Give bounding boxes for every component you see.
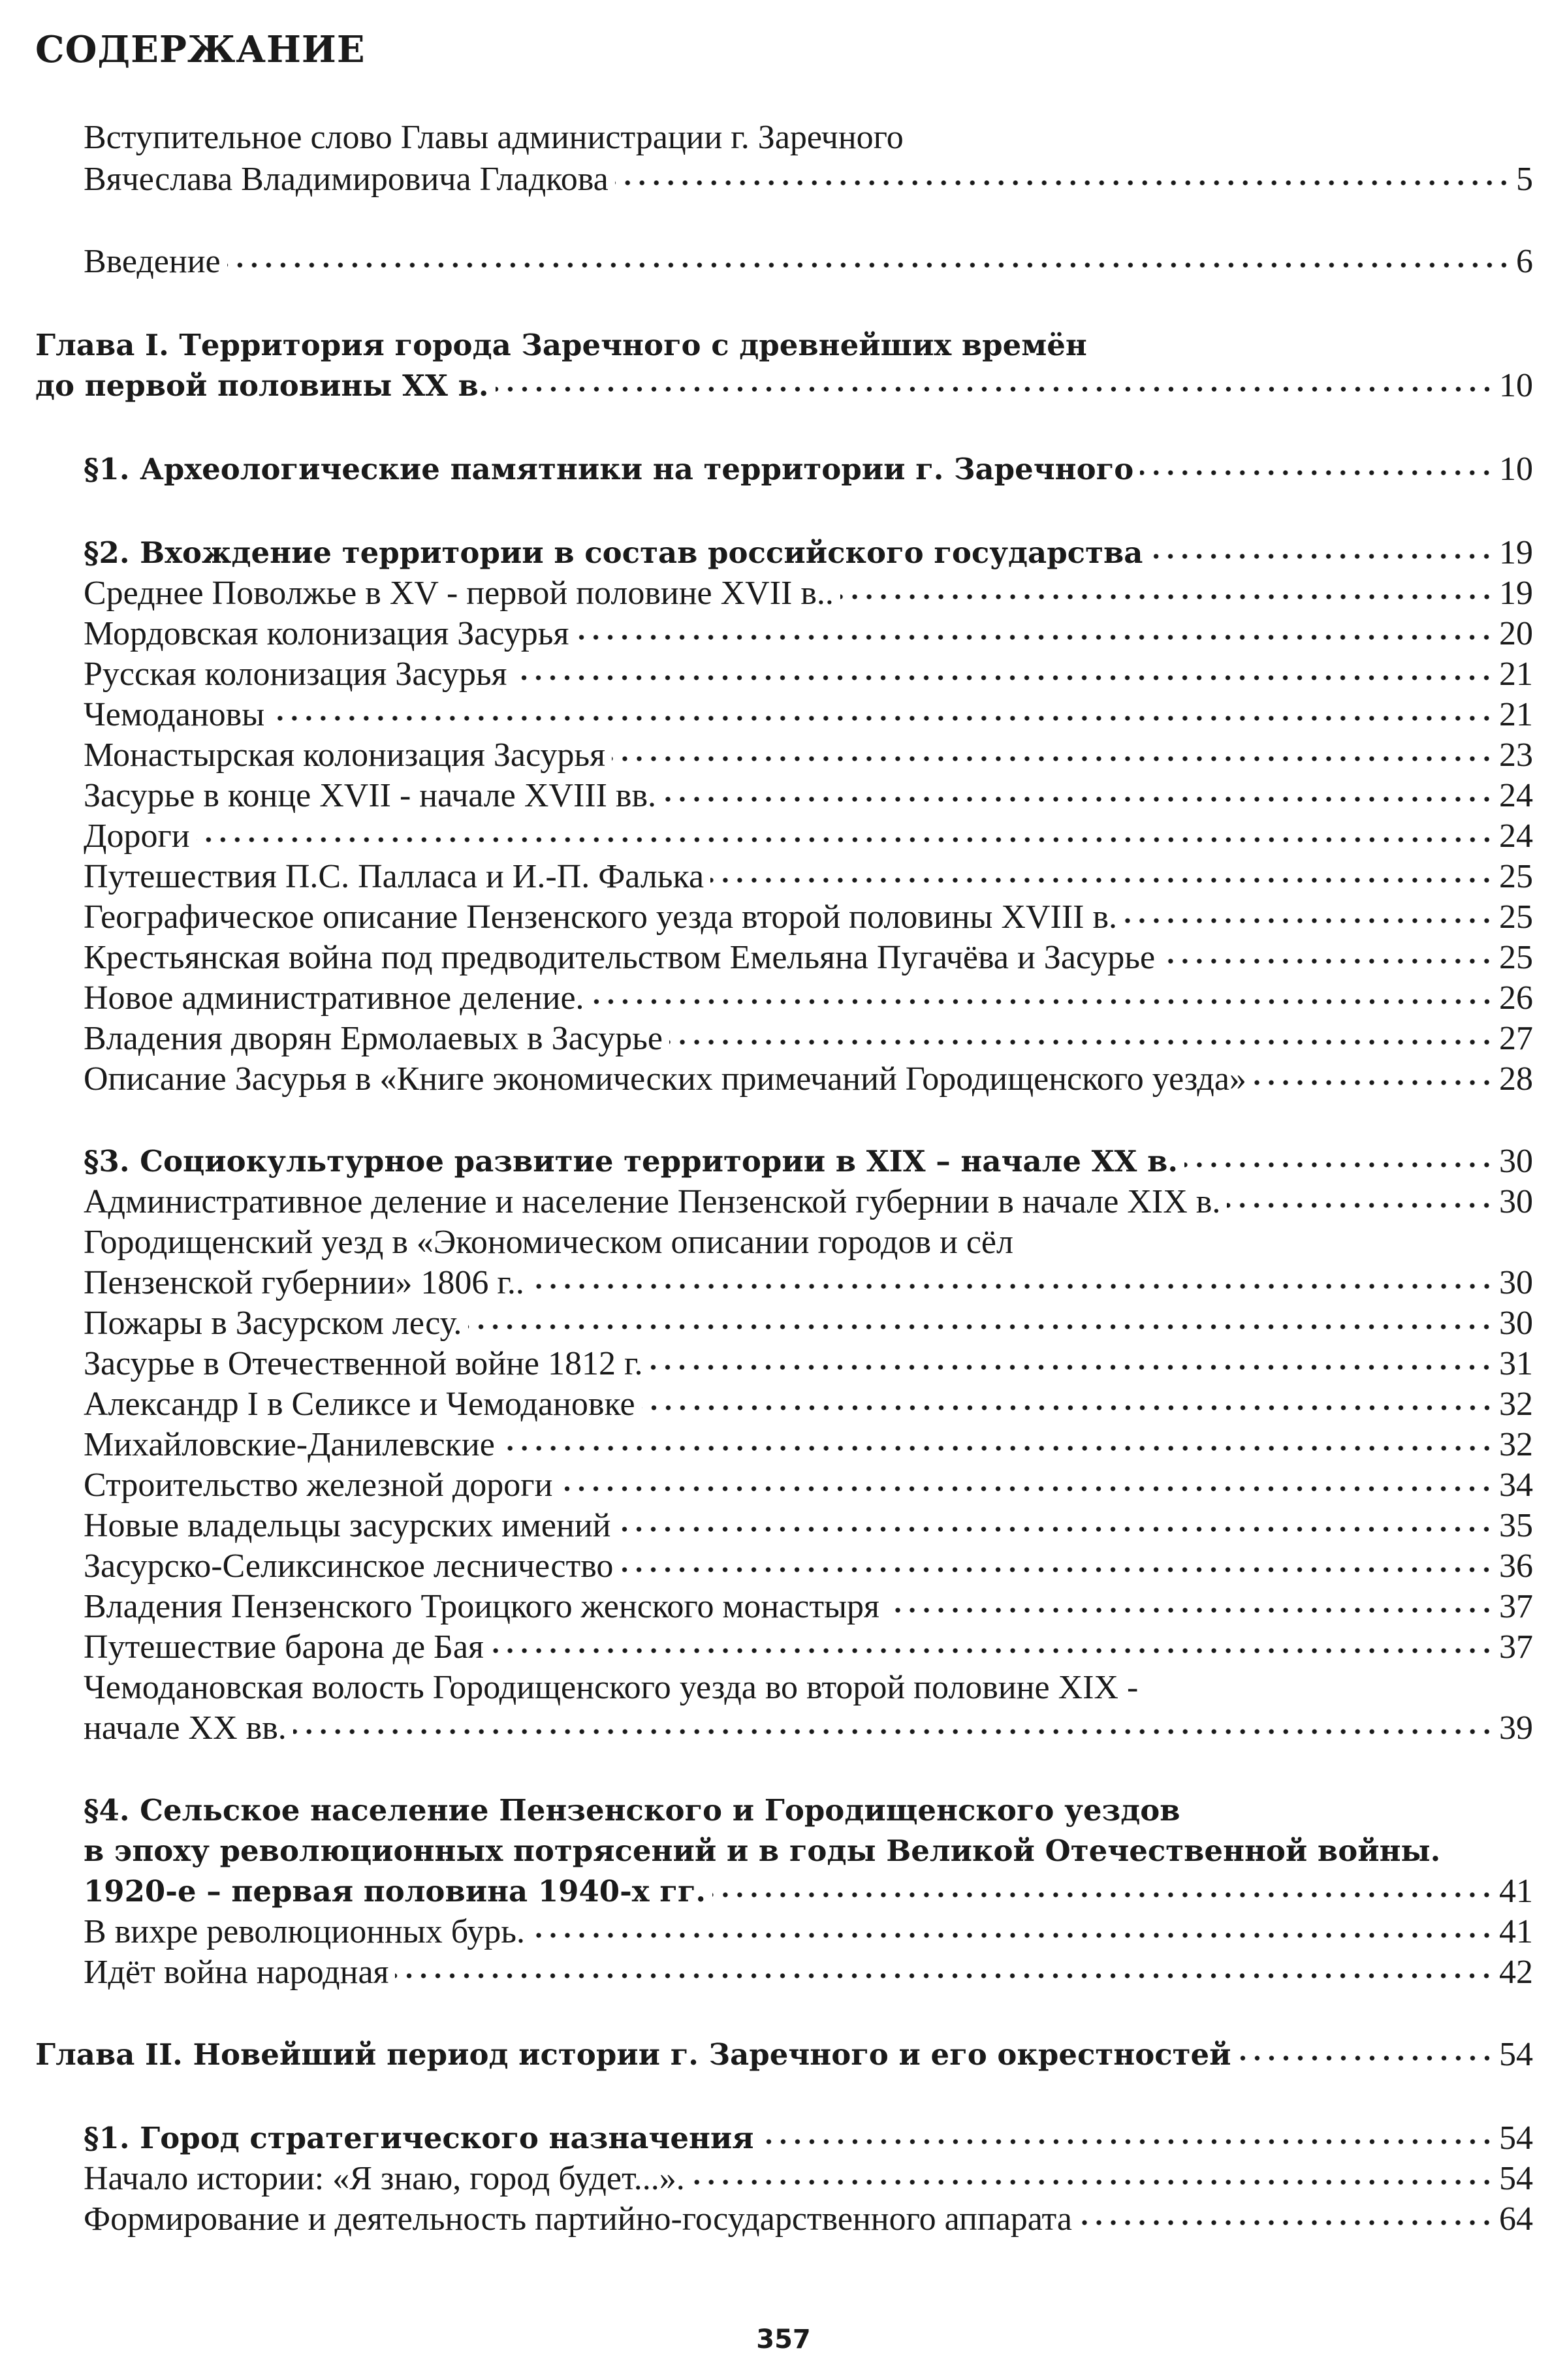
toc-page-number: 6 xyxy=(1516,243,1533,280)
toc-entry[interactable] xyxy=(84,1627,1533,1668)
toc-page-number: 37 xyxy=(1499,1628,1533,1666)
page-number: 357 xyxy=(756,2324,811,2355)
toc-page-number: 35 xyxy=(1499,1507,1533,1544)
toc-page-number: 30 xyxy=(1499,1143,1533,1180)
dot-leader xyxy=(1124,914,1494,927)
toc-entry-title: Путешествия П.С. Палласа и И.-П. Фалька xyxy=(84,858,704,895)
toc-section-1-4-line-1: §4. Сельское население Пензенского и Городищенского уездов xyxy=(84,1793,1180,1828)
toc-entry-title: до первой половины XX в. xyxy=(35,368,489,403)
dot-leader xyxy=(395,1969,1494,1982)
toc-entry[interactable] xyxy=(84,816,1533,857)
toc-entry-title: Географическое описание Пензенского уезда второй половины XVIII в. xyxy=(84,898,1118,936)
dot-leader xyxy=(591,995,1494,1008)
dot-leader xyxy=(617,1523,1494,1536)
toc-entry-title: §2. Вхождение территории в состав российского государства xyxy=(84,535,1143,570)
toc-entry-title: Начало истории: «Я знаю, город будет...». xyxy=(84,2160,685,2197)
dot-leader xyxy=(712,1888,1494,1901)
toc-page-number: 31 xyxy=(1499,1345,1533,1382)
toc-page-number: 30 xyxy=(1499,1183,1533,1220)
toc-entry-title: Описание Засурья в «Книге экономических примечаний Городищенского уезда» xyxy=(84,1060,1246,1098)
toc-entry-intro-word[interactable] xyxy=(84,159,1533,200)
toc-entry-title: Засурье в Отечественной войне 1812 г. xyxy=(84,1345,643,1382)
dot-leader xyxy=(490,1644,1494,1657)
dot-leader xyxy=(1227,1199,1494,1212)
toc-entry[interactable] xyxy=(84,1708,1533,1749)
toc-chapter-1[interactable] xyxy=(35,366,1533,406)
toc-page-number: 32 xyxy=(1499,1386,1533,1423)
toc-section-1-3[interactable] xyxy=(84,1141,1533,1182)
toc-page-number: 36 xyxy=(1499,1547,1533,1585)
toc-page-number: 27 xyxy=(1499,1020,1533,1057)
dot-leader xyxy=(501,1442,1494,1455)
toc-entry[interactable] xyxy=(84,897,1533,938)
toc-page-number: 10 xyxy=(1499,367,1533,404)
toc-page-number: 23 xyxy=(1499,737,1533,774)
toc-section-1-1[interactable] xyxy=(84,449,1533,490)
toc-entry-line-1: Чемодановская волость Городищенского уезда во второй половине XIX - xyxy=(84,1669,1139,1706)
toc-chapter-1-line-1: Глава I. Территория города Заречного с древнейших времён xyxy=(35,328,1087,362)
toc-entry-title: Формирование и деятельность партийно-государственного аппарата xyxy=(84,2200,1072,2238)
dot-leader xyxy=(227,259,1511,272)
toc-entry[interactable] xyxy=(84,1059,1533,1100)
toc-page-number: 26 xyxy=(1499,979,1533,1017)
toc-entry-title: Среднее Поволжье в XV - первой половине XVII в.. xyxy=(84,575,834,612)
toc-entry-title: Глава II. Новейший период истории г. Заречного и его окрестностей xyxy=(35,2037,1231,2072)
toc-entry-title: Михайловские-Данилевские xyxy=(84,1426,495,1463)
toc-entry-title: Засурско-Селиксинское лесничество xyxy=(84,1547,614,1585)
toc-page-number: 25 xyxy=(1499,858,1533,895)
toc-section-1-4-line-2: в эпоху революционных потрясений и в годы Великой Отечественной войны. xyxy=(84,1833,1441,1868)
toc-entry-title: Административное деление и население Пензенской губернии в начале XIX в. xyxy=(84,1183,1221,1220)
toc-entry[interactable] xyxy=(84,1587,1533,1627)
toc-entry[interactable] xyxy=(84,1019,1533,1059)
dot-leader xyxy=(642,1401,1494,1414)
toc-page-number: 30 xyxy=(1499,1305,1533,1342)
dot-leader xyxy=(840,590,1494,603)
toc-entry[interactable] xyxy=(84,1952,1533,1993)
toc-page-number: 34 xyxy=(1499,1467,1533,1504)
toc-page-number: 24 xyxy=(1499,817,1533,855)
dot-leader xyxy=(197,833,1494,846)
toc-entry[interactable] xyxy=(84,776,1533,816)
dot-leader xyxy=(620,1563,1494,1576)
toc-entry[interactable] xyxy=(84,978,1533,1019)
dot-leader xyxy=(575,631,1494,644)
toc-page-number: 39 xyxy=(1499,1709,1533,1747)
dot-leader xyxy=(1079,2216,1494,2229)
toc-entry-introduction[interactable] xyxy=(84,242,1533,282)
dot-leader xyxy=(468,1320,1494,1333)
toc-entry[interactable] xyxy=(84,1546,1533,1587)
dot-leader xyxy=(1238,2052,1494,2065)
toc-entry[interactable] xyxy=(84,695,1533,735)
toc-entry[interactable] xyxy=(84,614,1533,654)
toc-entry[interactable] xyxy=(84,1384,1533,1425)
toc-page-number: 54 xyxy=(1499,2160,1533,2197)
toc-entry[interactable] xyxy=(84,1425,1533,1465)
toc-page-number: 37 xyxy=(1499,1588,1533,1625)
dot-leader xyxy=(1140,466,1494,479)
toc-entry-title: Русская колонизация Засурья xyxy=(84,656,507,693)
toc-page-number: 10 xyxy=(1499,451,1533,488)
toc-entry[interactable] xyxy=(84,1182,1533,1222)
toc-entry[interactable] xyxy=(84,1912,1533,1952)
toc-page-number: 54 xyxy=(1499,2036,1533,2073)
toc-page-number: 19 xyxy=(1499,534,1533,571)
toc-entry-title: Дороги xyxy=(84,817,190,855)
toc-entry-line-1: Городищенский уезд в «Экономическом описании городов и сёл xyxy=(84,1224,1013,1261)
dot-leader xyxy=(615,176,1511,189)
toc-entry-title: Новые владельцы засурских имений xyxy=(84,1507,611,1544)
dot-leader xyxy=(1149,550,1494,563)
toc-entry-intro-word-line-1: Вступительное слово Главы администрации г. Заречного xyxy=(84,119,904,156)
toc-entry-title: 1920-е – первая половина 1940-х гг. xyxy=(84,1874,706,1909)
toc-page-number: 24 xyxy=(1499,777,1533,814)
dot-leader xyxy=(513,671,1494,684)
toc-entry-title: Строительство железной дороги xyxy=(84,1467,553,1504)
dot-leader xyxy=(663,793,1494,806)
toc-page-number: 21 xyxy=(1499,656,1533,693)
toc-entry-title: Засурье в конце XVII - начале XVIII вв. xyxy=(84,777,656,814)
dot-leader xyxy=(1162,955,1494,968)
toc-page-number: 41 xyxy=(1499,1913,1533,1950)
dot-leader xyxy=(761,2135,1494,2148)
dot-leader xyxy=(649,1361,1494,1374)
toc-entry[interactable] xyxy=(84,2159,1533,2199)
toc-entry[interactable] xyxy=(84,735,1533,776)
toc-entry-title: Пожары в Засурском лесу. xyxy=(84,1305,462,1342)
toc-entry-title: Пензенской губернии» 1806 г.. xyxy=(84,1264,524,1301)
toc-page-number: 20 xyxy=(1499,615,1533,652)
toc-entry-title: Владения Пензенского Троицкого женского монастыря xyxy=(84,1588,879,1625)
toc-entry-title: Введение xyxy=(84,243,221,280)
dot-leader xyxy=(1253,1076,1494,1089)
toc-page-number: 54 xyxy=(1499,2119,1533,2157)
toc-entry-title: §3. Социокультурное развитие территории в XIX – начале XX в. xyxy=(84,1144,1179,1179)
toc-entry[interactable] xyxy=(84,1263,1533,1303)
toc-page-number: 19 xyxy=(1499,575,1533,612)
toc-page-number: 5 xyxy=(1516,161,1533,198)
page-title: СОДЕРЖАНИЕ xyxy=(35,28,366,71)
toc-page-number: 25 xyxy=(1499,939,1533,976)
toc-entry-title: начале XX вв. xyxy=(84,1709,287,1747)
toc-page-number: 25 xyxy=(1499,898,1533,936)
toc-entry-title: В вихре революционных бурь. xyxy=(84,1913,525,1950)
toc-entry[interactable] xyxy=(84,938,1533,978)
toc-page-number: 30 xyxy=(1499,1264,1533,1301)
dot-leader xyxy=(710,874,1494,887)
toc-entry-title: Идёт война народная xyxy=(84,1954,389,1991)
toc-chapter-2[interactable] xyxy=(35,2035,1533,2075)
toc-entry-title: Новое административное деление. xyxy=(84,979,584,1017)
toc-page-number: 41 xyxy=(1499,1873,1533,1910)
toc-entry[interactable] xyxy=(84,1506,1533,1546)
toc-entry[interactable] xyxy=(84,1465,1533,1506)
toc-entry[interactable] xyxy=(84,654,1533,695)
toc-page-number: 42 xyxy=(1499,1954,1533,1991)
toc-entry-title: §1. Археологические памятники на территории г. Заречного xyxy=(84,452,1134,486)
toc-entry-title: Владения дворян Ермолаевых в Засурье xyxy=(84,1020,663,1057)
dot-leader xyxy=(293,1725,1494,1738)
toc-section-2-1[interactable] xyxy=(84,2118,1533,2159)
toc-entry-title: Монастырская колонизация Засурья xyxy=(84,737,606,774)
toc-section-1-4[interactable] xyxy=(84,1871,1533,1912)
dot-leader xyxy=(271,712,1494,725)
toc-page-number: 64 xyxy=(1499,2200,1533,2238)
toc-entry-title: Мордовская колонизация Засурья xyxy=(84,615,569,652)
dot-leader xyxy=(559,1482,1494,1495)
toc-entry[interactable] xyxy=(84,1344,1533,1384)
toc-page-number: 28 xyxy=(1499,1060,1533,1098)
toc-entry[interactable] xyxy=(84,857,1533,897)
toc-page-number: 21 xyxy=(1499,696,1533,733)
toc-entry-title: Крестьянская война под предводительством Емельяна Пугачёва и Засурье xyxy=(84,939,1156,976)
dot-leader xyxy=(669,1036,1494,1049)
toc-entry-title: Вячеслава Владимировича Гладкова xyxy=(84,161,609,198)
toc-entry[interactable] xyxy=(84,2199,1533,2240)
dot-leader xyxy=(496,383,1494,396)
toc-entry-title: §1. Город стратегического назначения xyxy=(84,2121,754,2155)
toc-entry-title: Александр I в Селиксе и Чемодановке xyxy=(84,1386,635,1423)
toc-entry[interactable] xyxy=(84,573,1533,614)
dot-leader xyxy=(531,1929,1494,1942)
dot-leader xyxy=(531,1280,1494,1293)
toc-page-number: 32 xyxy=(1499,1426,1533,1463)
toc-entry-title: Путешествие барона де Бая xyxy=(84,1628,484,1666)
dot-leader xyxy=(886,1604,1494,1617)
dot-leader xyxy=(1184,1158,1494,1171)
toc-entry-title: Чемодановы xyxy=(84,696,265,733)
dot-leader xyxy=(612,752,1494,765)
dot-leader xyxy=(691,2176,1494,2189)
toc-section-1-2[interactable] xyxy=(84,533,1533,573)
toc-entry[interactable] xyxy=(84,1303,1533,1344)
